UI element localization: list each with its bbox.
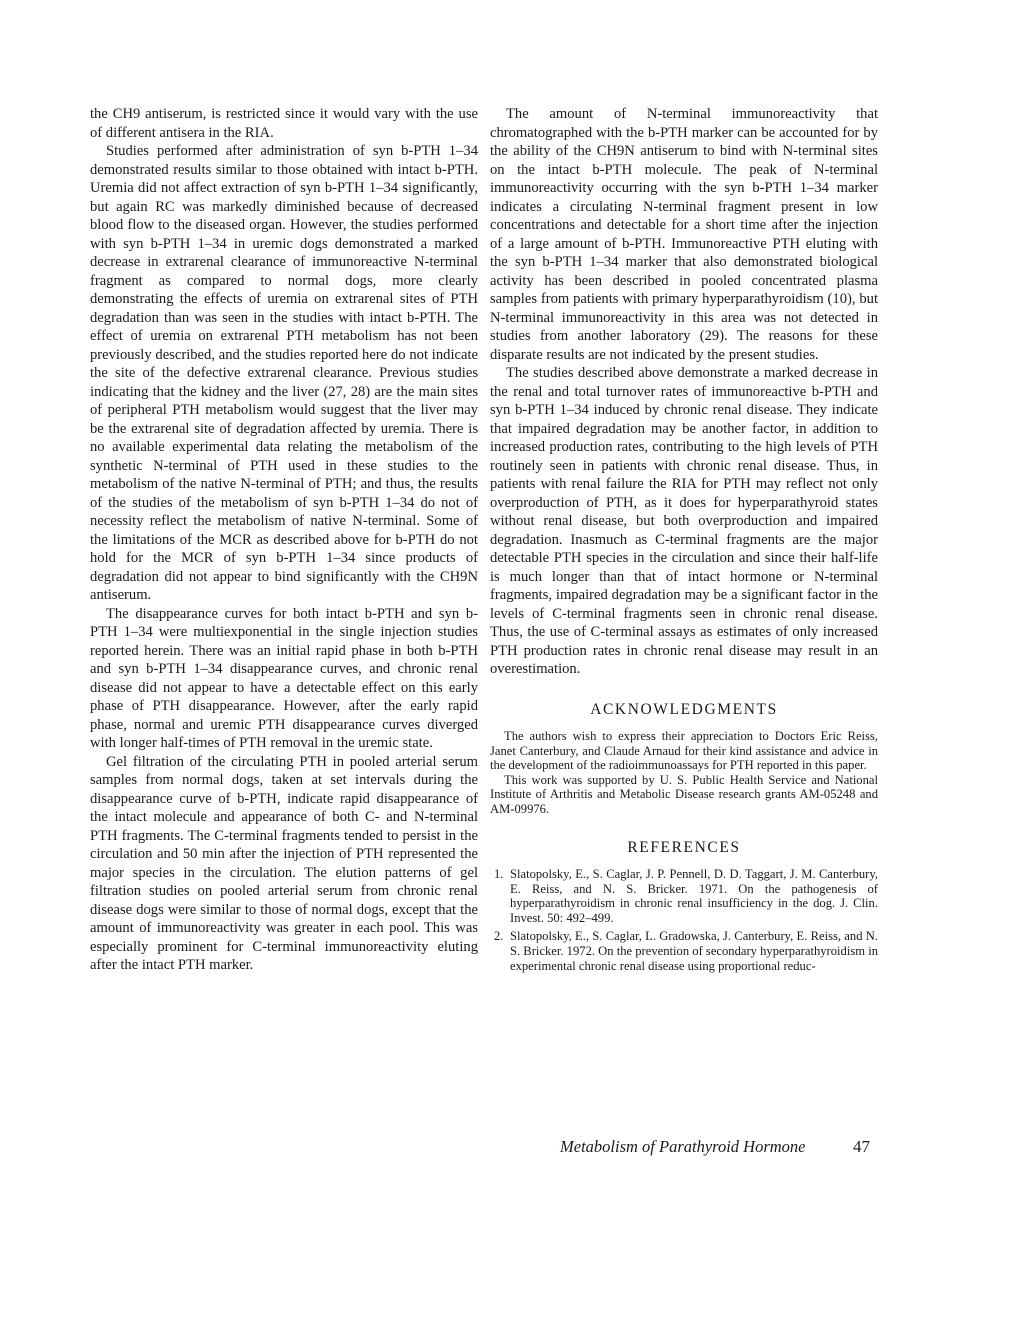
- body-paragraph: Studies performed after administration of syn b-PTH 1–34 demonstrated results similar to those obtained with intact b-PTH. Uremia did not affect extraction of syn b-PTH 1–34 significantly, but again RC was markedly diminished because of decreased blood flow to the diseased organ. However, the studies performed with syn b-PTH 1–34 in uremic dogs demonstrated a marked decrease in extrarenal clearance of immunoreactive N-terminal fragment as compared to normal dogs, more clearly demonstrating the effects of uremia on extrarenal sites of PTH degradation than was seen in the studies with intact b-PTH. The effect of uremia on extrarenal PTH metabolism has not been previously described, and the studies reported here do not indicate the site of the defective extrarenal clearance. Previous studies indicating that the kidney and the liver (27, 28) are the main sites of peripheral PTH metabolism would suggest that the liver may be the extrarenal site of degradation affected by uremia. There is no available experimental data relating the metabolism of the synthetic N-terminal of PTH used in these studies to the metabolism of the native N-terminal of PTH; and thus, the results of the studies of the metabolism of syn b-PTH 1–34 do not of necessity reflect the metabolism of native N-terminal. Some of the limitations of the MCR as described above for b-PTH do not hold for the MCR of syn b-PTH 1–34 since products of degradation did not appear to bind significantly with the CH9N antiserum.: [90, 143, 478, 603]
- reference-number: 2.: [494, 929, 504, 944]
- reference-text: Slatopolsky, E., S. Caglar, J. P. Pennell, D. D. Taggart, J. M. Canterbury, E. Reiss, and N. S. Bricker. 1971. On the pathogenesis of hyperparathyroidism in chronic renal insufficiency in the dog. J. Clin. Invest. 50: 492–499.: [510, 867, 878, 925]
- right-column: [490, 105, 878, 977]
- references-heading: REFERENCES: [627, 838, 741, 856]
- page-footer: [560, 1137, 880, 1157]
- acknowledgment-paragraph: The authors wish to express their appreciation to Doctors Eric Reiss, Janet Canterbury, and Claude Arnaud for their kind assistance and advice in the development of the radioimmunoassays for PTH reported in this paper.: [490, 729, 878, 773]
- page-number: 47: [853, 1137, 870, 1156]
- left-column: [90, 105, 478, 975]
- running-title: Metabolism of Parathyroid Hormone: [560, 1137, 806, 1156]
- body-paragraph: the CH9 antiserum, is restricted since it would vary with the use of different antisera in the RIA.: [90, 106, 478, 141]
- acknowledgments-section: [490, 729, 878, 817]
- reference-item: [490, 929, 878, 973]
- body-paragraph: Gel filtration of the circulating PTH in pooled arterial serum samples from normal dogs, taken at set intervals during the disappearance curve of b-PTH, indicate rapid disappearance of the intact molecule and appearance of both C- and N-terminal PTH fragments. The C-terminal fragments tended to persist in the circulation and 50 min after the injection of PTH represented the major species in the circulation. The elution patterns of gel filtration studies on pooled arterial serum from chronic renal disease dogs were similar to those of normal dogs, except that the amount of immunoreactivity was greater in each pool. This was especially prominent for C-terminal immunoreactivity eluting after the intact PTH marker.: [90, 753, 478, 973]
- references-list: [490, 867, 878, 973]
- reference-item: [490, 867, 878, 925]
- body-paragraph: The disappearance curves for both intact b-PTH and syn b-PTH 1–34 were multiexponential in the single injection studies reported herein. There was an initial rapid phase in both b-PTH and syn b-PTH 1–34 disappearance curves, and chronic renal disease did not appear to have a detectable effect on this early phase of PTH disappearance. However, after the early rapid phase, normal and uremic PTH disappearance curves diverged with longer half-times of PTH removal in the uremic state.: [90, 605, 478, 751]
- reference-text: Slatopolsky, E., S. Caglar, L. Gradowska, J. Canterbury, E. Reiss, and N. S. Bricker. 1972. On the prevention of secondary hyperparathyroidism in experimental chronic renal disease using proportional reduc-: [510, 929, 878, 973]
- body-paragraph: The studies described above demonstrate a marked decrease in the renal and total turnover rates of immunoreactive b-PTH and syn b-PTH 1–34 induced by chronic renal disease. They indicate that impaired degradation may be another factor, in addition to increased production rates, contributing to the high levels of PTH routinely seen in patients with chronic renal disease. Thus, in patients with renal failure the RIA for PTH may reflect not only overproduction of PTH, as it does for hyperparathyroid states without renal disease, but both overproduction and impaired degradation. Inasmuch as C-terminal fragments are the major detectable PTH species in the circulation and since their half-life is much longer than that of intact hormone or N-terminal fragments, impaired degradation may be a significant factor in the levels of C-terminal fragments seen in chronic renal disease. Thus, the use of C-terminal assays as estimates of only increased PTH production rates in chronic renal disease may result in an overestimation.: [490, 365, 878, 677]
- body-paragraph: The amount of N-terminal immunoreactivity that chromatographed with the b-PTH marker can be accounted for by the ability of the CH9N antiserum to bind with N-terminal sites on the intact b-PTH molecule. The peak of N-terminal immunoreactivity occurring with the syn b-PTH 1–34 marker indicates a circulating N-terminal fragment present in low concentrations and detectable for a short time after the injection of a large amount of b-PTH. Immunoreactive PTH eluting with the syn b-PTH 1–34 marker that also demonstrated biological activity has been described in pooled concentrated plasma samples from patients with primary hyperparathyroidism (10), but N-terminal immunoreactivity in this area was not detected in studies from another laboratory (29). The reasons for these disparate results are not indicated by the present studies.: [490, 106, 878, 363]
- reference-number: 1.: [494, 867, 504, 882]
- acknowledgment-paragraph: This work was supported by U. S. Public Health Service and National Institute of Arthritis and Metabolic Disease research grants AM-05248 and AM-09976.: [490, 772, 878, 816]
- acknowledgments-heading: ACKNOWLEDGMENTS: [590, 700, 778, 718]
